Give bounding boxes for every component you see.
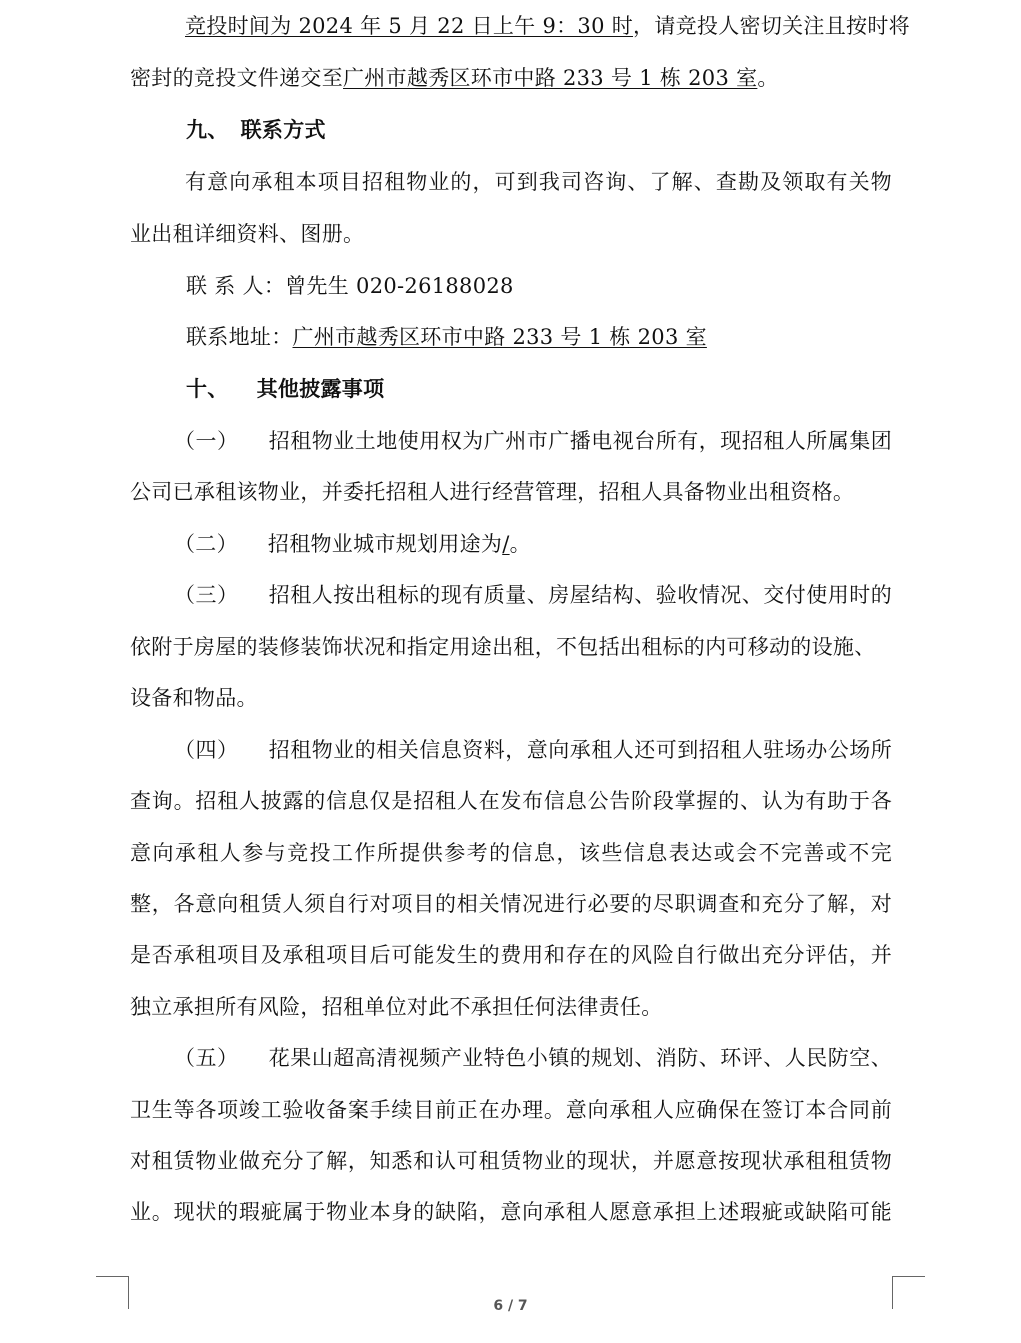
item-4-line-6: 独立承担所有风险，招租单位对此不承担任何法律责任。 xyxy=(130,995,663,1019)
contact-address-value: 广州市越秀区环市中路 233 号 1 栋 203 室 xyxy=(292,325,707,349)
submission-address: 广州市越秀区环市中路 233 号 1 栋 203 室 xyxy=(343,66,758,90)
contact-address-label: 联系地址： xyxy=(186,325,293,349)
bid-time-line xyxy=(130,13,910,39)
contact-intro-line-2: 业出租详细资料、图册。 xyxy=(130,222,365,246)
item-5-line-2: 卫生等各项竣工验收备案手续目前正在办理。意向承租人应确保在签订本合同前 xyxy=(130,1098,892,1122)
contact-person-line xyxy=(186,273,514,299)
contact-intro-line-1: 有意向承租本项目招租物业的，可到我司咨询、了解、查勘及领取有关物 xyxy=(185,170,892,194)
item-4-line-5: 是否承租项目及承租项目后可能发生的费用和存在的风险自行做出充分评估，并 xyxy=(130,943,892,967)
item-1-line-1: （一） 招租物业土地使用权为广州市广播电视台所有，现招租人所属集团 xyxy=(174,429,892,453)
item-1-line-2: 公司已承租该物业，并委托招租人进行经营管理，招租人具备物业出租资格。 xyxy=(130,480,855,504)
contact-address-line xyxy=(186,324,707,350)
item-5-line-4: 业。现状的瑕疵属于物业本身的缺陷，意向承租人愿意承担上述瑕疵或缺陷可能 xyxy=(130,1200,892,1224)
contact-person-label: 联 系 人： xyxy=(186,274,286,298)
contact-person-value: 曾先生 020-26188028 xyxy=(285,274,514,298)
planning-use-blank: / xyxy=(502,532,510,556)
submission-line: 密封的竞投文件递交至广州市越秀区环市中路 233 号 1 栋 203 室。 xyxy=(130,66,779,90)
page-number: 6 / 7 xyxy=(493,1298,528,1314)
item-4-line-4: 整，各意向租赁人须自行对项目的相关情况进行必要的尽职调查和充分了解，对 xyxy=(130,892,892,916)
item-4-line-1: （四） 招租物业的相关信息资料，意向承租人还可到招租人驻场办公场所 xyxy=(174,738,892,762)
item-5-line-1: （五） 花果山超高清视频产业特色小镇的规划、消防、环评、人民防空、 xyxy=(174,1046,892,1070)
item-3-line-3: 设备和物品。 xyxy=(130,686,258,710)
item-5-line-3: 对租赁物业做充分了解，知悉和认可租赁物业的现状，并愿意按现状承租租赁物 xyxy=(130,1149,892,1173)
section-heading-10: 十、 其他披露事项 xyxy=(186,377,385,401)
item-3-line-1: （三） 招租人按出租标的现有质量、房屋结构、验收情况、交付使用时的 xyxy=(174,583,892,607)
item-3-line-2: 依附于房屋的装修装饰状况和指定用途出租，不包括出租标的内可移动的设施、 xyxy=(130,635,876,659)
section-heading-9: 九、 联系方式 xyxy=(186,118,326,142)
item-4-line-3: 意向承租人参与竞投工作所提供参考的信息，该些信息表达或会不完善或不完 xyxy=(130,841,892,865)
item-2-line-1: （二） 招租物业城市规划用途为/。 xyxy=(174,532,531,556)
bid-time-notice: ，请竞投人密切关注且按时将 xyxy=(633,14,910,38)
bid-time-text: 竞投时间为 2024 年 5 月 22 日上午 9：30 时 xyxy=(185,14,634,38)
item-4-line-2: 查询。招租人披露的信息仅是招租人在发布信息公告阶段掌握的、认为有助于各 xyxy=(130,789,892,813)
